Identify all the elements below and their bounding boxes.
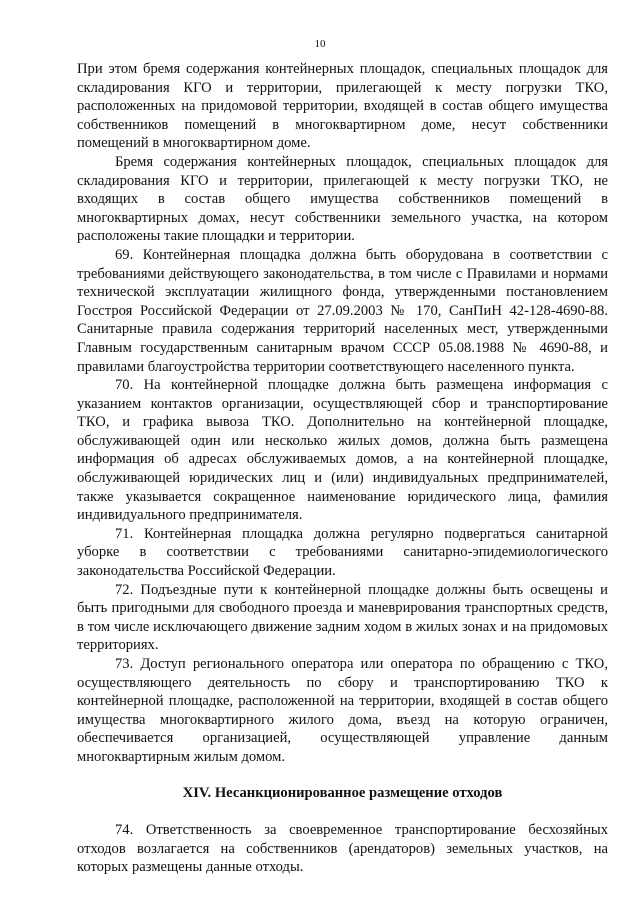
paragraph-74: 74. Ответственность за своевременное транспортирование бесхозяйных отходов возлагается на собственников (арендаторов) земельных участков, на которых размещены данные отходы. [77, 822, 608, 876]
section-heading: XIV. Несанкционированное размещение отходов [182, 784, 503, 801]
paragraph-container-upkeep-land: Бремя содержания контейнерных площадок, специальных площадок для складирования КГО и территории, прилегающей к месту погрузки ТКО, не входящих в состав общего имущества собственников помещений в многоквартирных домах, несут собственники земельного участка, на котором расположены такие площадки и территории. [77, 153, 608, 245]
page-number: 10 [314, 38, 326, 50]
paragraph-container-upkeep-common: При этом бремя содержания контейнерных площадок, специальных площадок для складирования КГО и территории, прилегающей к месту погрузки ТКО, расположенных на придомовой территории, входящей в состав общего имущества собственников помещений в многоквартирном доме, несут собственники помещений в многоквартирном доме. [77, 61, 608, 152]
paragraph-69: 69. Контейнерная площадка должна быть оборудована в соответствии с требованиями действующего законодательства, в том числе с Правилами и нормами технической эксплуатации жилищного фонда, утвержденными постановлением Госстроя Российской Федерации от 27.09.2003 № 170, СанПиН 42-128-4690-88. Санитарные правила содержания территорий населенных мест, утвержденными Главным государственным санитарным врачом СССР 05.08.1988 № 4690-88, и правилами благоустройства территории соответствующего населенного пункта. [77, 246, 608, 375]
document-body [77, 60, 608, 877]
paragraph-72: 72. Подъездные пути к контейнерной площадке должны быть освещены и быть пригодными для свободного проезда и маневрирования транспортных средств, в том числе исключающего движение задним ходом в жилых зонах и на придомовых территориях. [77, 581, 608, 654]
paragraph-71: 71. Контейнерная площадка должна регулярно подвергаться санитарной уборке в соответствии с требованиями санитарно-эпидемиологического законодательства Российской Федерации. [77, 525, 608, 580]
paragraph-73: 73. Доступ регионального оператора или оператора по обращению с ТКО, осуществляющего деятельность по сбору и транспортированию ТКО к контейнерной площадке, расположенной на территории, входящей в состав общего имущества многоквартирного жилого дома, въезд на которую ограничен, обеспечивается организацией, осуществляющей управление данным многоквартирным жилым домом. [77, 656, 608, 765]
paragraph-70: 70. На контейнерной площадке должна быть размещена информация с указанием контактов организации, осуществляющей сбор и транспортирование ТКО, и графика вывоза ТКО. Дополнительно на контейнерной площадке, обслуживающей один или несколько жилых домов, должна быть размещена информация об адресах обслуживаемых домов, а на контейнерной площадке, обслуживающей юридических лиц и (или) индивидуальных предпринимателей, также указывается сокращенное наименование юридического лица, фамилия индивидуального предпринимателя. [77, 377, 608, 524]
